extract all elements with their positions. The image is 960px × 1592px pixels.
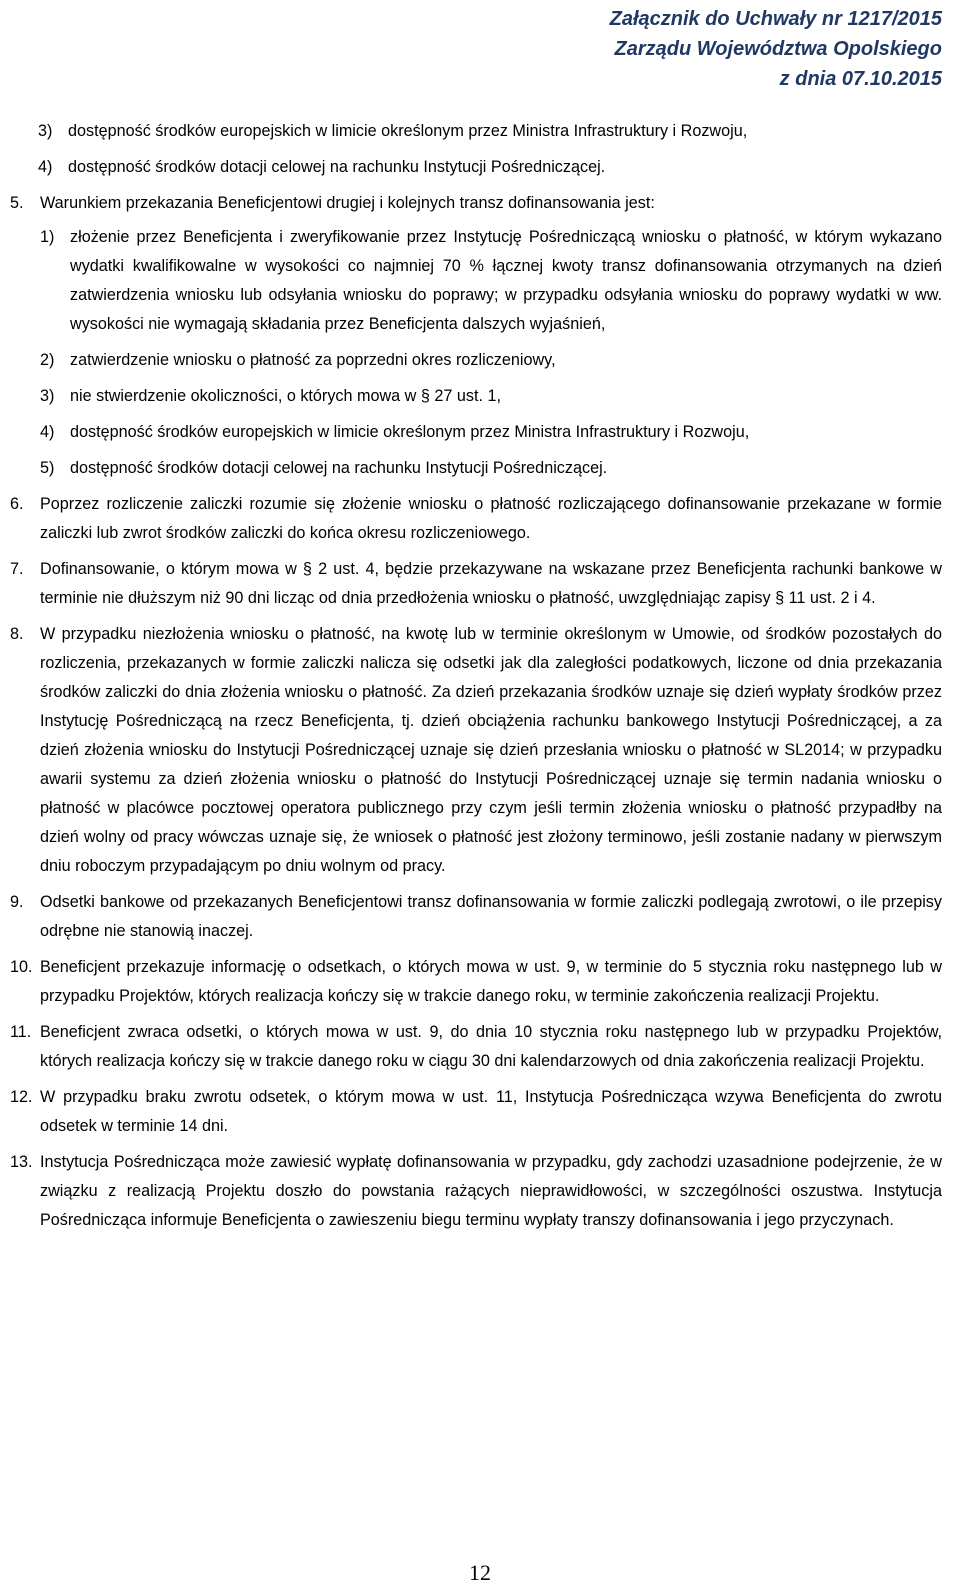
section-text: Dofinansowanie, o którym mowa w § 2 ust. 4, będzie przekazywane na wskazane przez Beneficjenta rachunki bankowe w terminie nie dłuższym niż 90 dni licząc od dnia przedłożenia wniosku o płatność, uwzględniając zapisy § 11 ust. 2 i 4. [40,560,942,607]
page-number: 12 [469,1560,491,1585]
section-item [10,1083,942,1141]
header-line-date: z dnia 07.10.2015 [779,68,942,90]
section-number: 5. [10,194,24,212]
section-text: W przypadku braku zwrotu odsetek, o którym mowa w ust. 11, Instytucja Pośrednicząca wzywa Beneficjenta do zwrotu odsetek w terminie 14 dni. [40,1088,942,1135]
section-item [10,620,942,881]
header-line-board: Zarządu Województwa Opolskiego [614,38,942,60]
section-text: Poprzez rozliczenie zaliczki rozumie się złożenie wniosku o płatność rozliczającego dofinansowanie przekazane w formie zaliczki lub zwrot środków zaliczki do końca okresu rozliczeniowego. [40,495,942,542]
sub-item-number: 5) [40,459,55,477]
section-number: 7. [10,560,24,578]
sub-item-number: 1) [40,228,55,246]
section-text: Beneficjent przekazuje informację o odsetkach, o których mowa w ust. 9, w terminie do 5 stycznia roku następnego lub w przypadku Projektów, których realizacja kończy się w trakcie danego roku, w terminie zakończenia realizacji Projektu. [40,958,942,1005]
section-item [10,1148,942,1235]
section-text: Beneficjent zwraca odsetki, o których mowa w ust. 9, do dnia 10 stycznia roku następnego lub w przypadku Projektów, których realizacja kończy się w trakcie danego roku w ciągu 30 dni kalendarzowych od dnia zakończenia realizacji Projektu. [40,1023,942,1070]
section-number: 8. [10,625,24,643]
sub-item-text: złożenie przez Beneficjenta i zweryfikowanie przez Instytucję Pośredniczącą wniosku o płatność, w którym wykazano wydatki kwalifikowalne w wysokości co najmniej 70 % łącznej kwoty transz dofinansowania otrzymanych na dzień zatwierdzenia wniosku lub odsyłania wniosku do poprawy; w przypadku odsyłania wniosku do poprawy wydatki w ww. wysokości nie wymagają składania przez Beneficjenta dalszych wyjaśnień, [70,228,942,333]
section-text: Instytucja Pośrednicząca może zawiesić wypłatę dofinansowania w przypadku, gdy zachodzi uzasadnione podejrzenie, że w związku z realizacją Projektu doszło do powstania rażących nieprawidłowości, w szczególności oszustwa. Instytucja Pośrednicząca informuje Beneficjenta o zawieszeniu biegu terminu wypłaty transzy dofinansowania i jego przyczynach. [40,1153,942,1229]
sub-item [40,454,942,483]
section-item [10,490,942,548]
sub-item-text: zatwierdzenie wniosku o płatność za poprzedni okres rozliczeniowy, [70,351,556,369]
section-number: 9. [10,893,24,911]
section-text: W przypadku niezłożenia wniosku o płatność, na kwotę lub w terminie określonym w Umowie, od środków pozostałych do rozliczenia, przekazanych w formie zaliczki nalicza się odsetki jak dla zaległości podatkowych, liczone od dnia przekazania środków zaliczki do dnia złożenia wniosku o płatność. Za dzień przekazania środków uznaje się dzień wypłaty środków przez Instytucję Pośredniczącą na rzecz Beneficjenta, tj. dzień obciążenia rachunku bankowego Instytucji Pośredniczącej, a za dzień złożenia wniosku do Instytucji Pośredniczącej uznaje się dzień przesłania wniosku o płatność w SL2014; w przypadku awarii systemu za dzień złożenia wniosku o płatność do Instytucji Pośredniczącej uznaje się termin nadania wniosku o płatność w placówce pocztowej operatora publicznego przy czym jeśli termin złożenia wniosku o płatność przypadłby na dzień wolny od pracy wówczas uznaje się, że wniosek o płatność jest złożony terminowo, jeśli zostanie nadany w pierwszym dniu roboczym przypadającym po dniu wolnym od pracy. [40,625,942,875]
section-item [10,953,942,1011]
sub-item-text: nie stwierdzenie okoliczności, o których mowa w § 27 ust. 1, [70,387,501,405]
header-line-attachment: Załącznik do Uchwały nr 1217/2015 [609,8,942,30]
section-number: 6. [10,495,24,513]
sub-item-number: 2) [40,351,55,369]
section-lead-text: Warunkiem przekazania Beneficjentowi drugiej i kolejnych transz dofinansowania jest: [40,194,655,212]
section-number: 11. [10,1023,32,1041]
document-header [610,4,942,94]
section-text: Odsetki bankowe od przekazanych Beneficjentowi transz dofinansowania w formie zaliczki podlegają zwrotowi, o ile przepisy odrębne nie stanowią inaczej. [40,893,942,940]
section-content [40,189,942,483]
sub-item-number: 3) [40,387,55,405]
sub-item-text: dostępność środków dotacji celowej na rachunku Instytucji Pośredniczącej. [70,459,608,477]
sub-item [40,223,942,339]
sub-item-number: 4) [40,423,55,441]
list-item-number: 4) [38,158,53,176]
section-number: 10. [10,958,33,976]
list-item-number: 3) [38,122,53,140]
section-number: 13. [10,1153,33,1171]
list-item [10,117,942,146]
sub-item [40,418,942,447]
section-item [10,888,942,946]
sub-item [40,346,942,375]
sub-item-text: dostępność środków europejskich w limicie określonym przez Ministra Infrastruktury i Rozwoju, [70,423,750,441]
list-item-text: dostępność środków europejskich w limicie określonym przez Ministra Infrastruktury i Rozwoju, [68,122,748,140]
list-item-text: dostępność środków dotacji celowej na rachunku Instytucji Pośredniczącej. [68,158,606,176]
sub-item [40,382,942,411]
section-item-5 [10,189,942,483]
section-item [10,1018,942,1076]
list-item [10,153,942,182]
section-number: 12. [10,1088,33,1106]
document-body [10,117,942,1235]
section-item [10,555,942,613]
